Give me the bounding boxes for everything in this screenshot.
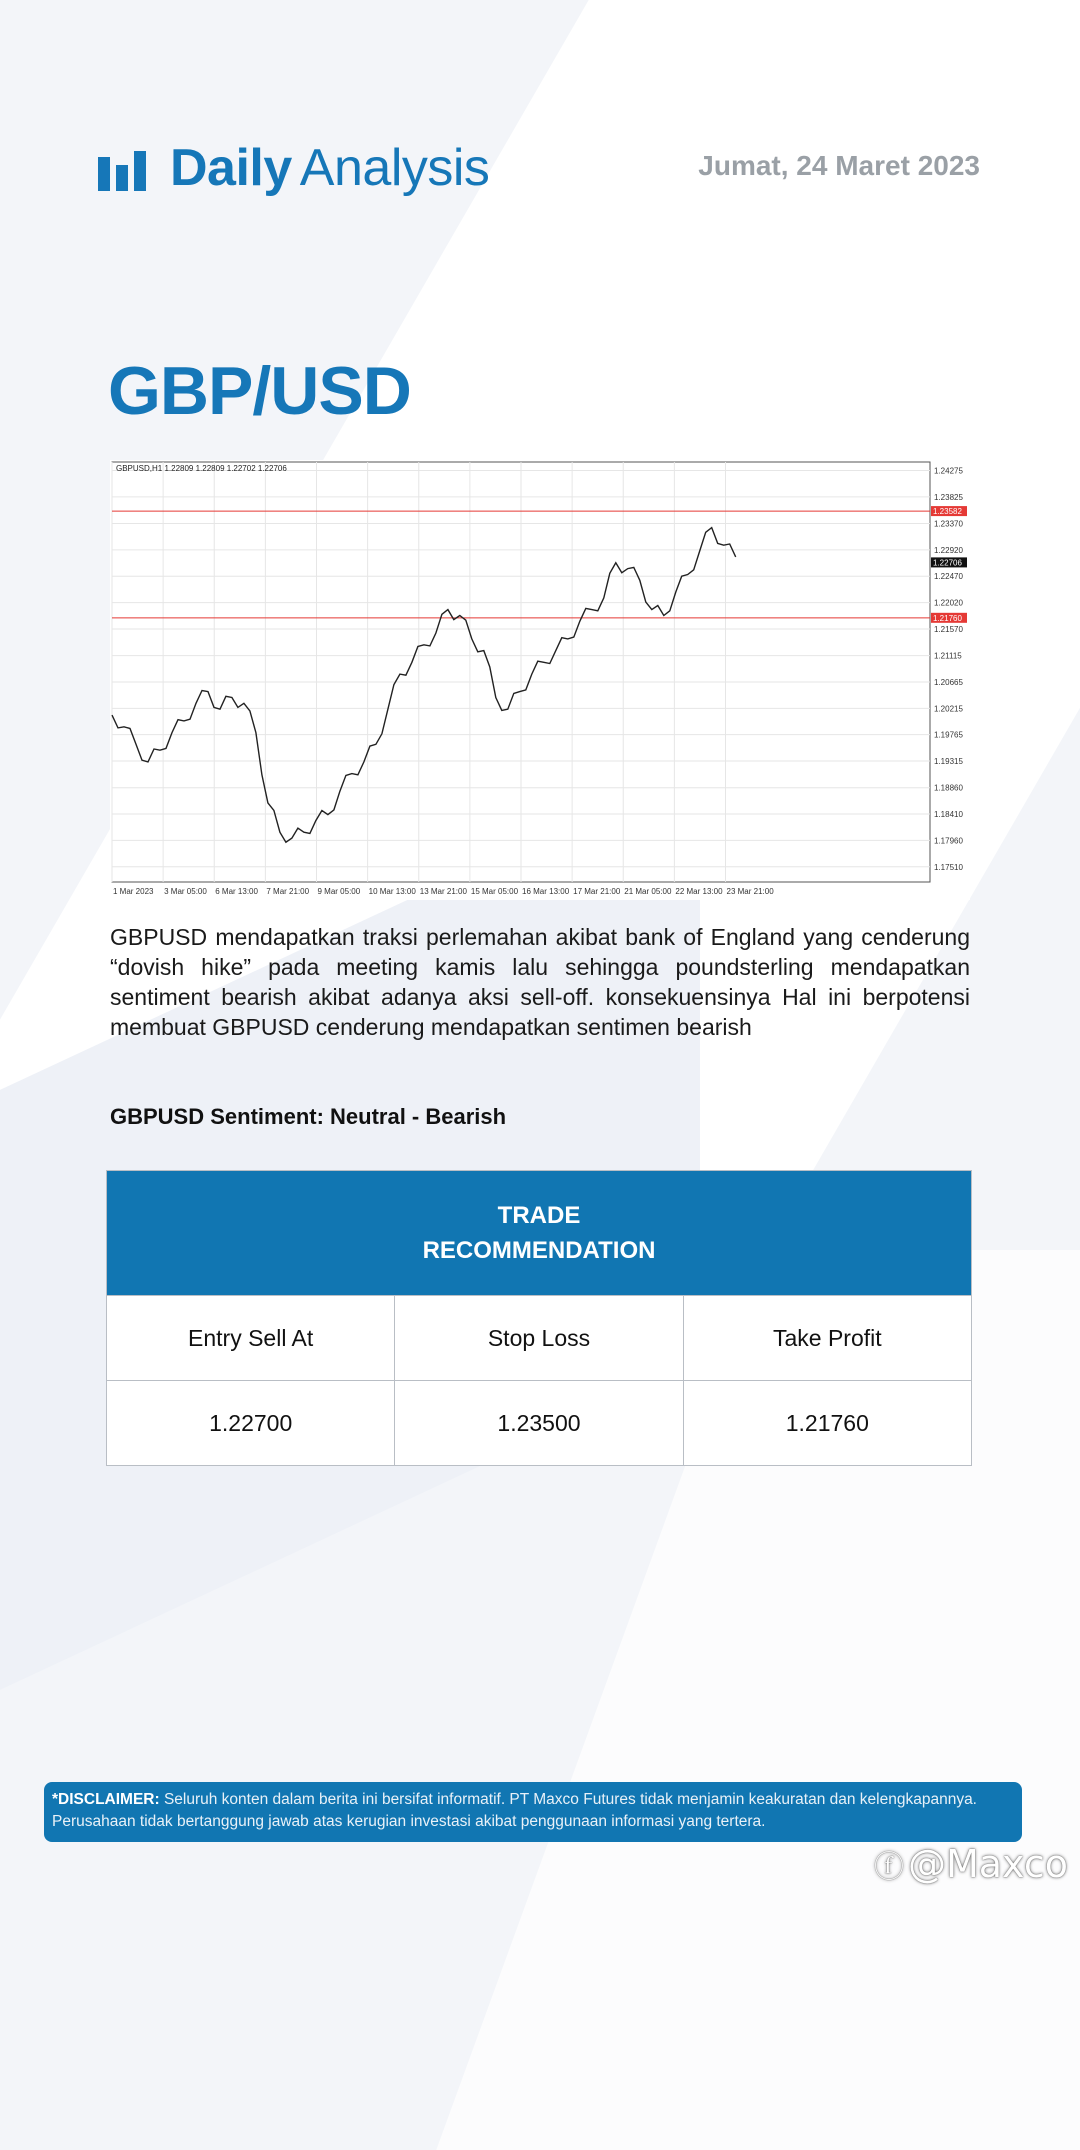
disclaimer-box [44,1782,1022,1842]
x-tick-label: 6 Mar 13:00 [215,887,258,896]
x-tick-label: 21 Mar 05:00 [624,887,672,896]
bar-chart-logo-icon [98,145,148,191]
report-date: Jumat, 24 Maret 2023 [698,150,980,181]
price-level-label: 1.23582 [933,507,962,517]
trade-title-line1: TRADE [497,1202,581,1229]
stop-loss-header: Stop Loss [394,1296,682,1380]
y-tick-label: 1.17510 [934,862,963,872]
price-level-label: 1.21760 [933,613,962,623]
y-tick-label: 1.20215 [934,704,963,714]
maxco-logo-icon: ⓕ [873,1850,904,1885]
entry-value: 1.22700 [209,1409,293,1436]
title-light: Analysis [299,139,490,197]
x-tick-label: 10 Mar 13:00 [368,887,416,896]
x-tick-label: 1 Mar 2023 [113,887,154,896]
title-bold: Daily [170,139,292,197]
current-price-label: 1.22706 [933,558,962,568]
y-tick-label: 1.18410 [934,810,963,820]
take-profit-header: Take Profit [683,1296,971,1380]
sentiment-label: GBPUSD Sentiment: Neutral - Bearish [110,1104,507,1129]
x-tick-label: 7 Mar 21:00 [266,887,310,896]
trade-header-row [107,1295,971,1380]
x-tick-label: 22 Mar 13:00 [675,887,723,896]
report-header [98,138,489,198]
report-title [170,138,489,198]
x-tick-label: 13 Mar 21:00 [419,887,467,896]
x-tick-label: 17 Mar 21:00 [573,887,621,896]
y-tick-label: 1.19315 [934,757,963,767]
y-tick-label: 1.17960 [934,836,963,846]
y-tick-label: 1.20665 [934,677,963,687]
y-tick-label: 1.22020 [934,598,963,608]
disclaimer-text: Seluruh konten dalam berita ini bersifat informatif. PT Maxco Futures tidak menjamin keakuratan dan kelengkapannya. Perusahaan tidak bertanggung jawab atas kerugian investasi akibat penggunaan informasi yang tertera. [52,1791,977,1830]
x-tick-label: 9 Mar 05:00 [317,887,361,896]
entry-header: Entry Sell At [188,1324,314,1351]
price-chart-svg [110,460,970,900]
price-chart [110,460,970,900]
y-tick-label: 1.19765 [934,730,963,740]
x-tick-label: 23 Mar 21:00 [726,887,774,896]
stop-loss-value: 1.23500 [394,1381,682,1465]
trade-table-header [107,1171,971,1295]
take-profit-value: 1.21760 [683,1381,971,1465]
y-tick-label: 1.18860 [934,783,963,793]
y-tick-label: 1.22470 [934,572,963,582]
y-tick-label: 1.21115 [934,651,962,661]
trade-value-row [107,1380,971,1465]
analysis-paragraph: GBPUSD mendapatkan traksi perlemahan akibat bank of England yang cenderung “dovish hike” pada meeting kamis lalu sehingga poundsterling mendapatkan sentiment bearish akibat adanya aksi sell-off. konsekuensinya Hal ini berpotensi membuat GBPUSD cenderung mendapatkan sentimen bearish [110,924,970,1040]
y-tick-label: 1.22920 [934,545,963,555]
y-tick-label: 1.21570 [934,624,963,634]
y-tick-label: 1.23370 [934,519,963,529]
currency-pair-title: GBP/USD [108,353,411,429]
disclaimer-label: *DISCLAIMER: [52,1791,160,1808]
x-tick-label: 16 Mar 13:00 [522,887,570,896]
watermark-text: @Maxco [907,1842,1068,1886]
y-tick-label: 1.24275 [934,466,963,476]
trade-title-line2: RECOMMENDATION [422,1237,656,1264]
symbol-info: GBPUSD,H1 1.22809 1.22809 1.22702 1.22706 [116,464,287,473]
x-tick-label: 3 Mar 05:00 [164,887,207,896]
trade-recommendation-table [106,1170,972,1466]
watermark [874,1842,1068,1886]
x-tick-label: 15 Mar 05:00 [470,887,519,896]
y-tick-label: 1.23825 [934,492,963,502]
